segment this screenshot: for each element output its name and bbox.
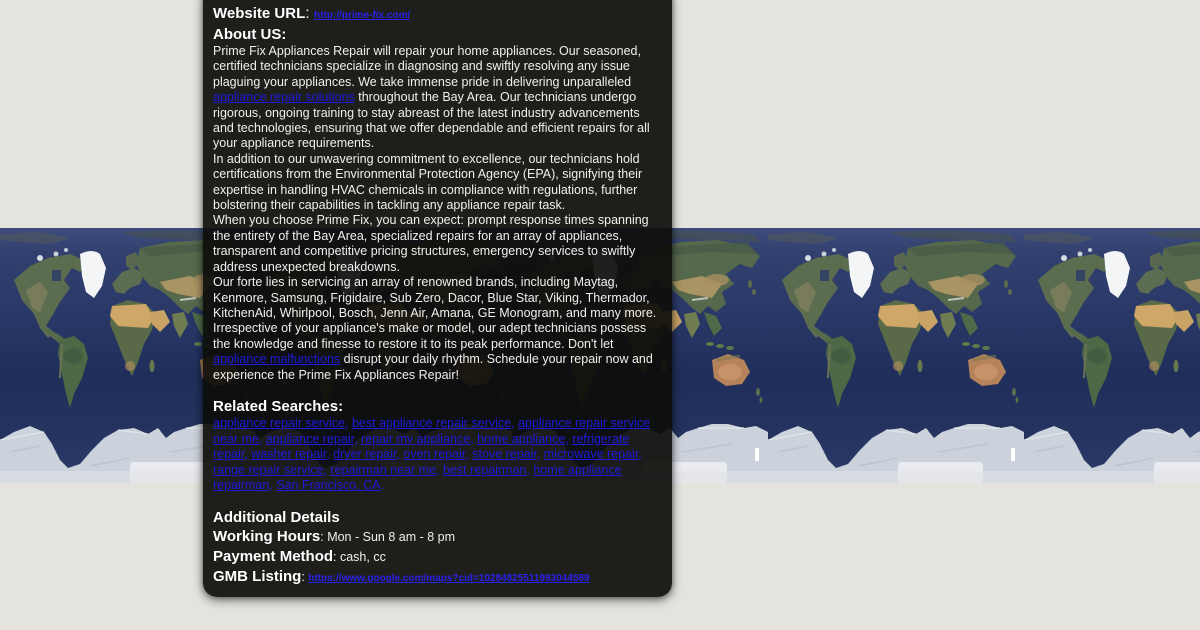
website-url-link[interactable]: http://prime-fix.com/ (314, 10, 411, 21)
related-search-link[interactable]: stove repair (472, 447, 537, 462)
additional-details-heading (213, 508, 662, 527)
about-p4-text: Our forte lies in servicing an array of renowned brands, including Maytag, Kenmore, Samsung, Frigidaire, Sub Zero, Dacor, Blue Star, Viking, Thermador, KitchenAid, Whirlpool, Bosch, Jenn Air, Amana, GE Monogram, and many more. Irrespective of your appliance's make or model, our adept technicians possess the knowledge and finesse to restore it to its peak performance. Don't let (213, 275, 657, 351)
related-search-link[interactable]: microwave repair (543, 447, 639, 462)
website-url-row (213, 4, 662, 25)
related-searches-links: appliance repair service, best appliance repair service, appliance repair service near me, appliance repair, repair my appliance, home appliance, refrigerate repair, washer repair, dryer repair, oven repair, stove repair, microwave repair, range repair service, repairman near me, best repairman, home appliance repairman, San Francisco, CA. (213, 415, 651, 493)
related-search-link[interactable]: dryer repair (333, 447, 397, 462)
about-paragraph-1 (213, 44, 662, 152)
related-search-link[interactable]: appliance repair (265, 431, 355, 446)
about-paragraph-4 (213, 275, 662, 383)
map-tile (768, 228, 1024, 483)
related-searches-heading (213, 397, 662, 416)
map-tile (1024, 228, 1200, 483)
related-search-link[interactable]: washer repair (251, 447, 327, 462)
related-search-link[interactable]: oven repair (403, 447, 466, 462)
about-p1-text-cont: throughout the Bay Area. Our technicians undergo rigorous, ongoing training to stay abreast of the latest industry advancements and technologies, ensuring that we offer dependable and efficient repairs for all your appliance requirements. (213, 90, 650, 151)
about-p4-text-cont: disrupt your daily rhythm. Schedule your repair now and experience the Prime Fix Appliances Repair! (213, 352, 653, 382)
related-search-link[interactable]: repairman near me (330, 462, 437, 477)
related-search-link[interactable]: home appliance repairman (213, 462, 622, 493)
related-search-link[interactable]: appliance repair service (213, 415, 346, 430)
related-searches-label: Related Searches: (213, 397, 344, 415)
working-hours-value: Mon - Sun 8 am - 8 pm (327, 529, 456, 544)
related-search-link[interactable]: range repair service (213, 462, 324, 477)
related-search-link[interactable]: home appliance (477, 431, 566, 446)
about-us-heading (213, 25, 662, 44)
related-search-link[interactable]: best repairman (442, 462, 527, 477)
related-search-link[interactable]: appliance repair service near me (213, 415, 651, 446)
related-search-link[interactable]: San Francisco, CA (276, 478, 381, 493)
additional-details-label: Additional Details (213, 508, 340, 526)
about-paragraph-3: When you choose Prime Fix, you can expect: prompt response times spanning the entirety of the Bay Area, specialized repairs for an array of appliances, transparent and competitive pricing structures, emergency services to swiftly address unexpected breakdowns. (213, 213, 649, 274)
working-hours-label: Working Hours (213, 527, 321, 545)
related-search-link[interactable]: repair my appliance (361, 431, 471, 446)
working-hours-row (213, 527, 662, 547)
related-search-link[interactable]: refrigerate repair (213, 431, 630, 462)
additional-details-section (213, 508, 662, 588)
payment-method-label: Payment Method (213, 547, 334, 565)
appliance-malfunctions-link[interactable]: appliance malfunctions (213, 352, 341, 367)
about-us-label: About US: (213, 26, 287, 43)
related-search-link[interactable]: best appliance repair service (351, 415, 512, 430)
business-info-card (203, 0, 672, 597)
gmb-listing-row (213, 567, 662, 588)
colon: : (305, 5, 315, 22)
gmb-listing-label: GMB Listing (213, 567, 302, 585)
website-url-label: Website URL (213, 5, 306, 22)
colon: : (301, 569, 309, 584)
about-p1-text: Prime Fix Appliances Repair will repair your home appliances. Our seasoned, certified technicians specialize in diagnosing and swiftly resolving any issue plaguing your appliances. We take immense pride in delivering unparalleled (213, 44, 641, 89)
gmb-listing-link[interactable]: https://www.google.com/maps?cid=10284825511993044589 (308, 572, 590, 584)
appliance-repair-solutions-link[interactable]: appliance repair solutions (213, 90, 355, 105)
about-paragraph-2: In addition to our unwavering commitment to excellence, our technicians hold certifications from the Environmental Protection Agency (EPA), signifying their expertise in handling HVAC chemicals in compliance with regulations, further bolstering their capabilities in tackling any appliance repair task. (213, 151, 643, 213)
payment-method-row (213, 547, 662, 567)
payment-method-value: cash, cc (339, 549, 386, 564)
colon: : (333, 549, 340, 564)
colon: : (320, 529, 328, 544)
